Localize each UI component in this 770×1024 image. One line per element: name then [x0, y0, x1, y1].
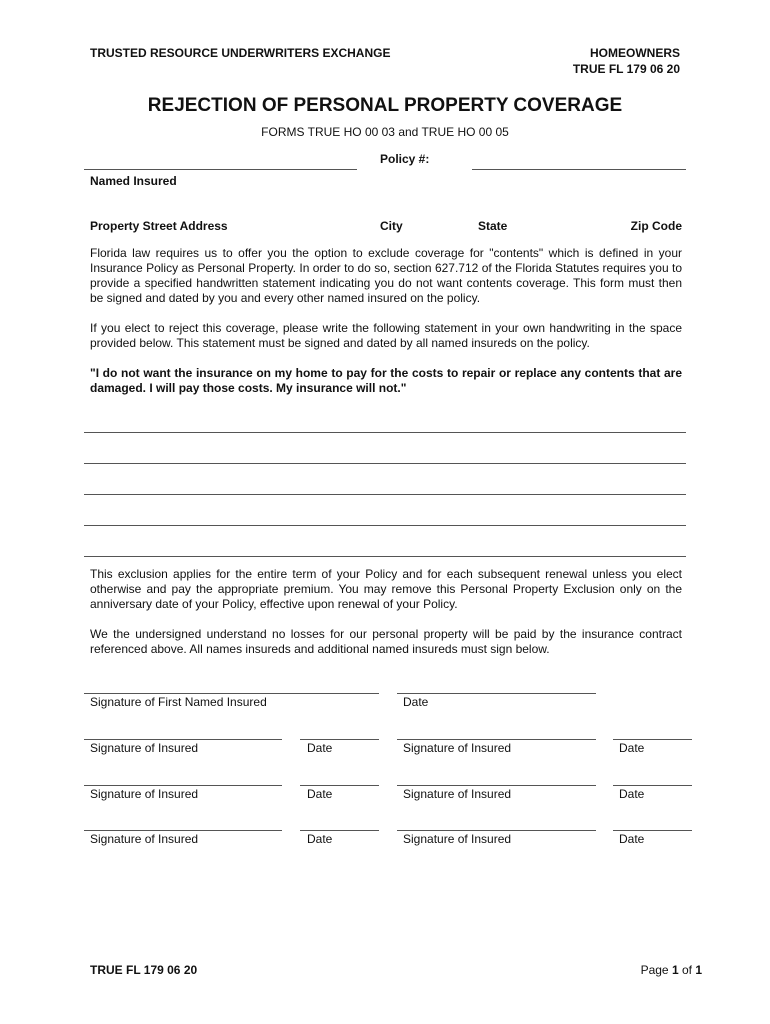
date-label: Date — [307, 741, 333, 755]
acknowledgement-paragraph: We the undersigned understand no losses for our personal property will be paid by the insurance contract referenced above. All names insureds and additional named insureds must sign below. — [90, 627, 682, 656]
footer-form-code: TRUE FL 179 06 20 — [90, 963, 198, 977]
date-label: Date — [619, 787, 645, 801]
handwriting-line[interactable] — [84, 525, 686, 526]
insured-signature-line[interactable] — [84, 830, 282, 831]
date-label: Date — [307, 832, 333, 846]
zip-label: Zip Code — [630, 219, 682, 233]
page-title: REJECTION OF PERSONAL PROPERTY COVERAGE — [147, 95, 623, 116]
page-indicator — [641, 963, 702, 977]
insured-signature-line[interactable] — [84, 739, 282, 740]
insured-date-line[interactable] — [300, 830, 379, 831]
insured-date-line[interactable] — [613, 785, 692, 786]
date-label: Date — [619, 832, 645, 846]
form-code: TRUE FL 179 06 20 — [572, 62, 680, 76]
first-named-date-line[interactable] — [397, 693, 596, 694]
form-subtitle: FORMS TRUE HO 00 03 and TRUE HO 00 05 — [261, 125, 509, 139]
date-label: Date — [619, 741, 645, 755]
policy-label: Policy #: — [380, 152, 430, 166]
page-prefix: Page — [640, 963, 672, 977]
page-number: 1 — [671, 963, 679, 977]
insured-signature-label: Signature of Insured — [90, 741, 199, 755]
company-name: TRUSTED RESOURCE UNDERWRITERS EXCHANGE — [90, 46, 391, 60]
state-label: State — [478, 219, 508, 233]
first-named-signature-label: Signature of First Named Insured — [90, 695, 267, 709]
insured-date-line[interactable] — [613, 830, 692, 831]
page-of: of — [678, 963, 696, 977]
handwriting-line[interactable] — [84, 556, 686, 557]
address-label: Property Street Address — [90, 219, 228, 233]
handwriting-line[interactable] — [84, 432, 686, 433]
insured-signature-label: Signature of Insured — [403, 832, 512, 846]
date-label: Date — [307, 787, 333, 801]
handwriting-line[interactable] — [84, 494, 686, 495]
city-label: City — [380, 219, 403, 233]
instruction-paragraph: If you elect to reject this coverage, please write the following statement in your own handwriting in the space provided below. This statement must be signed and dated by all named insureds on the policy. — [90, 321, 682, 350]
insured-signature-label: Signature of Insured — [90, 787, 199, 801]
insured-date-line[interactable] — [613, 739, 692, 740]
insured-date-line[interactable] — [300, 739, 379, 740]
insured-signature-label: Signature of Insured — [90, 832, 199, 846]
named-insured-label: Named Insured — [90, 174, 177, 188]
date-label: Date — [403, 695, 429, 709]
form-type: HOMEOWNERS — [590, 46, 680, 60]
policy-number-line[interactable] — [472, 169, 686, 170]
handwriting-line[interactable] — [84, 463, 686, 464]
insured-signature-line[interactable] — [397, 739, 596, 740]
required-statement: "I do not want the insurance on my home to pay for the costs to repair or replace any contents that are damaged. I will pay those costs. My insurance will not." — [90, 366, 682, 395]
named-insured-line[interactable] — [84, 169, 357, 170]
insured-signature-label: Signature of Insured — [403, 787, 512, 801]
insured-signature-line[interactable] — [397, 785, 596, 786]
insured-signature-line[interactable] — [397, 830, 596, 831]
page-total: 1 — [695, 963, 702, 977]
intro-paragraph: Florida law requires us to offer you the option to exclude coverage for "contents" which is defined in your Insurance Policy as Personal Property. In order to do so, section 627.712 of the Florida Statutes requires you to provide a specified handwritten statement indicating you do not want contents coverage. This form must then be signed and dated by you and every other named insured on the policy. — [90, 246, 682, 305]
insured-signature-label: Signature of Insured — [403, 741, 512, 755]
exclusion-paragraph: This exclusion applies for the entire term of your Policy and for each subsequent renewal unless you elect otherwise and pay the appropriate premium. You may remove this Personal Property Exclusion only on the anniversary date of your Policy, effective upon renewal of your Policy. — [90, 567, 682, 611]
insured-date-line[interactable] — [300, 785, 379, 786]
first-named-signature-line[interactable] — [84, 693, 379, 694]
insured-signature-line[interactable] — [84, 785, 282, 786]
